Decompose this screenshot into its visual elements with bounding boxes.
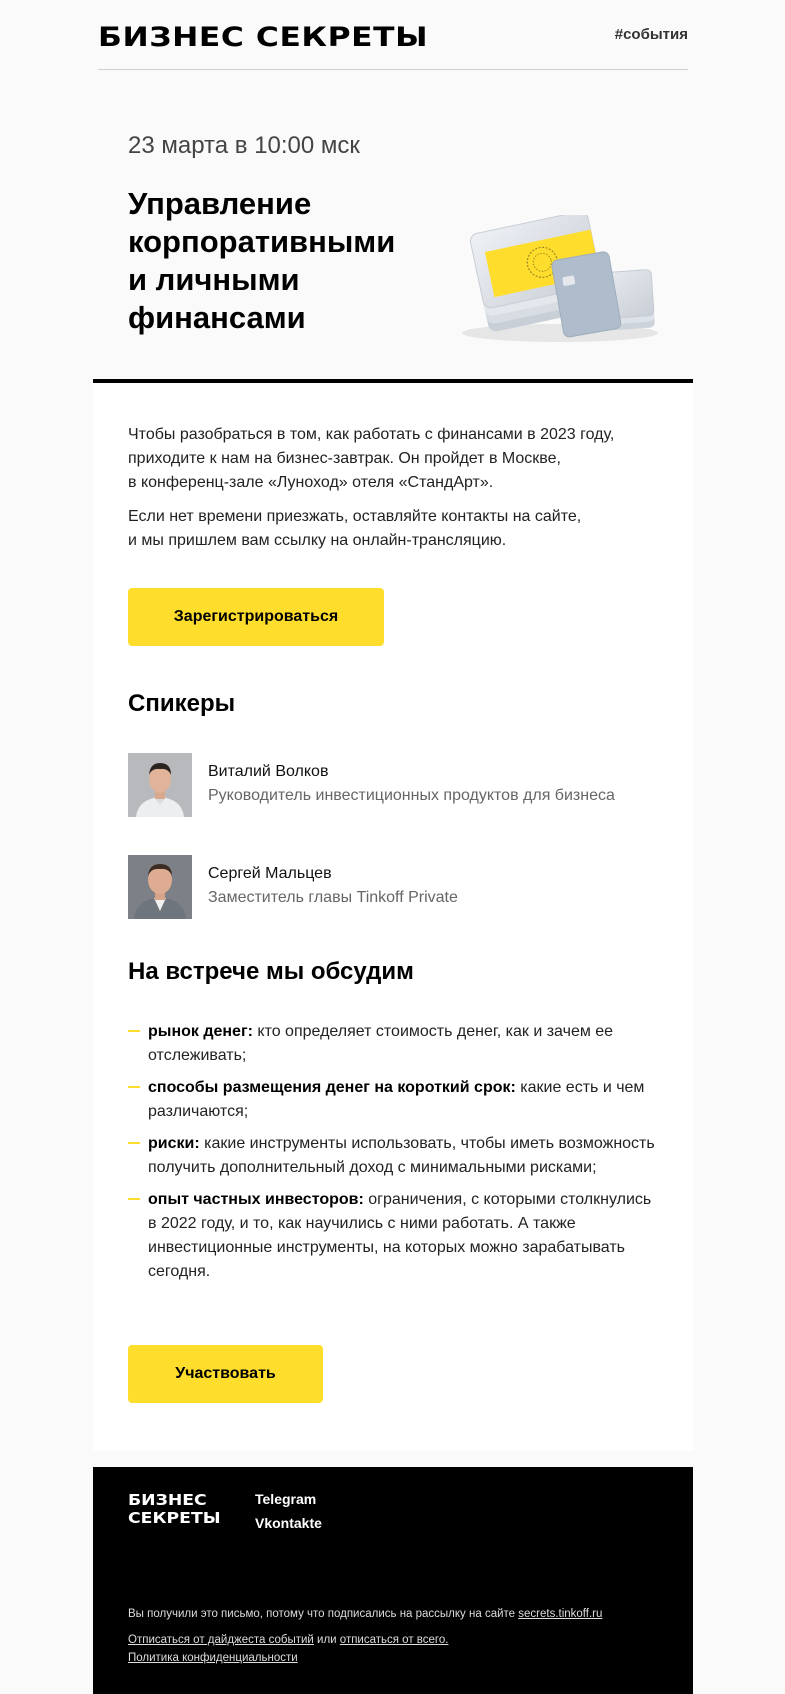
list-item [128,1132,658,1180]
topic-text: ограничения, с которыми столкнулись в 2022 году, и то, как научились с ними работать. А также инвестиционные инструменты, на которых можно зарабатывать сегодня. [148,1191,652,1280]
topic-title: рынок денег: [148,1023,253,1040]
event-date: 23 марта в 10:00 мск [128,132,360,159]
social-links [255,1491,322,1539]
title-line: корпоративными [128,224,396,259]
event-title [128,185,458,337]
join-button[interactable]: Участвовать [128,1345,323,1403]
topic-text: какие инструменты использовать, чтобы иметь возможность получить дополнительный доход с минимальными рисками; [148,1135,655,1176]
title-line: финансами [128,300,306,335]
footer-logo[interactable] [128,1491,221,1527]
speaker-card [128,753,668,817]
unsubscribe-all-link[interactable]: отписаться от всего. [339,1634,449,1646]
speaker-name: Сергей Мальцев [208,865,332,882]
title-line: и личными [128,262,300,297]
speaker-photo [128,753,192,817]
topic-text: кто определяет стоимость денег, как и зачем ее отслеживать; [148,1023,614,1064]
list-item [128,1188,658,1284]
list-item [128,1020,658,1068]
footer-logo-line: СЕКРЕТЫ [128,1509,221,1527]
footer-logo-line: БИЗНЕС [128,1491,207,1509]
topic-title: риски: [148,1135,200,1152]
speakers-heading: Спикеры [128,690,236,717]
list-item [128,1076,658,1124]
register-button[interactable]: Зарегистрироваться [128,588,384,646]
title-line: Управление [128,186,312,221]
unsubscribe-digest-link[interactable]: Отписаться от дайджеста событий [128,1634,314,1646]
dash-icon [128,1030,140,1032]
notice-text: Вы получили это письмо, потому что подписались на рассылку на сайте [128,1608,519,1620]
cards-illustration [455,215,665,345]
topic-title: способы размещения денег на короткий срок: [148,1079,516,1096]
speaker-name: Виталий Волков [208,763,329,780]
vkontakte-link[interactable]: Vkontakte [255,1515,322,1531]
events-tag[interactable]: #события [614,26,688,43]
topic-text: какие есть и чем различаются; [148,1079,645,1120]
speaker-role: Заместитель главы Tinkoff Private [208,889,458,906]
topics-list [128,1020,658,1292]
brand-logo[interactable]: БИЗНЕС СЕКРЕТЫ [98,22,429,53]
content-card [93,383,693,1451]
site-link[interactable]: secrets.tinkoff.ru [518,1608,603,1620]
telegram-link[interactable]: Telegram [255,1491,317,1507]
footer-notice [128,1605,668,1667]
speaker-card [128,855,668,919]
speaker-role: Руководитель инвестиционных продуктов для бизнеса [208,787,615,804]
speaker-photo [128,855,192,919]
or-text: или [313,1634,340,1646]
dash-icon [128,1142,140,1144]
intro-text [128,423,658,563]
intro-paragraph: Чтобы разобраться в том, как работать с финансами в 2023 году, приходите к нам на бизнес-завтрак. Он пройдет в Москве, в конференц-зале «Луноход» отеля «СтандАрт». [128,426,615,491]
privacy-link[interactable]: Политика конфиденциальности [128,1652,298,1664]
dash-icon [128,1198,140,1200]
dash-icon [128,1086,140,1088]
intro-paragraph: Если нет времени приезжать, оставляйте контакты на сайте, и мы пришлем вам ссылку на онлайн-трансляцию. [128,508,582,549]
topics-heading: На встрече мы обсудим [128,958,414,985]
footer [93,1467,693,1694]
topic-title: опыт частных инвесторов: [148,1191,364,1208]
header [98,18,688,70]
